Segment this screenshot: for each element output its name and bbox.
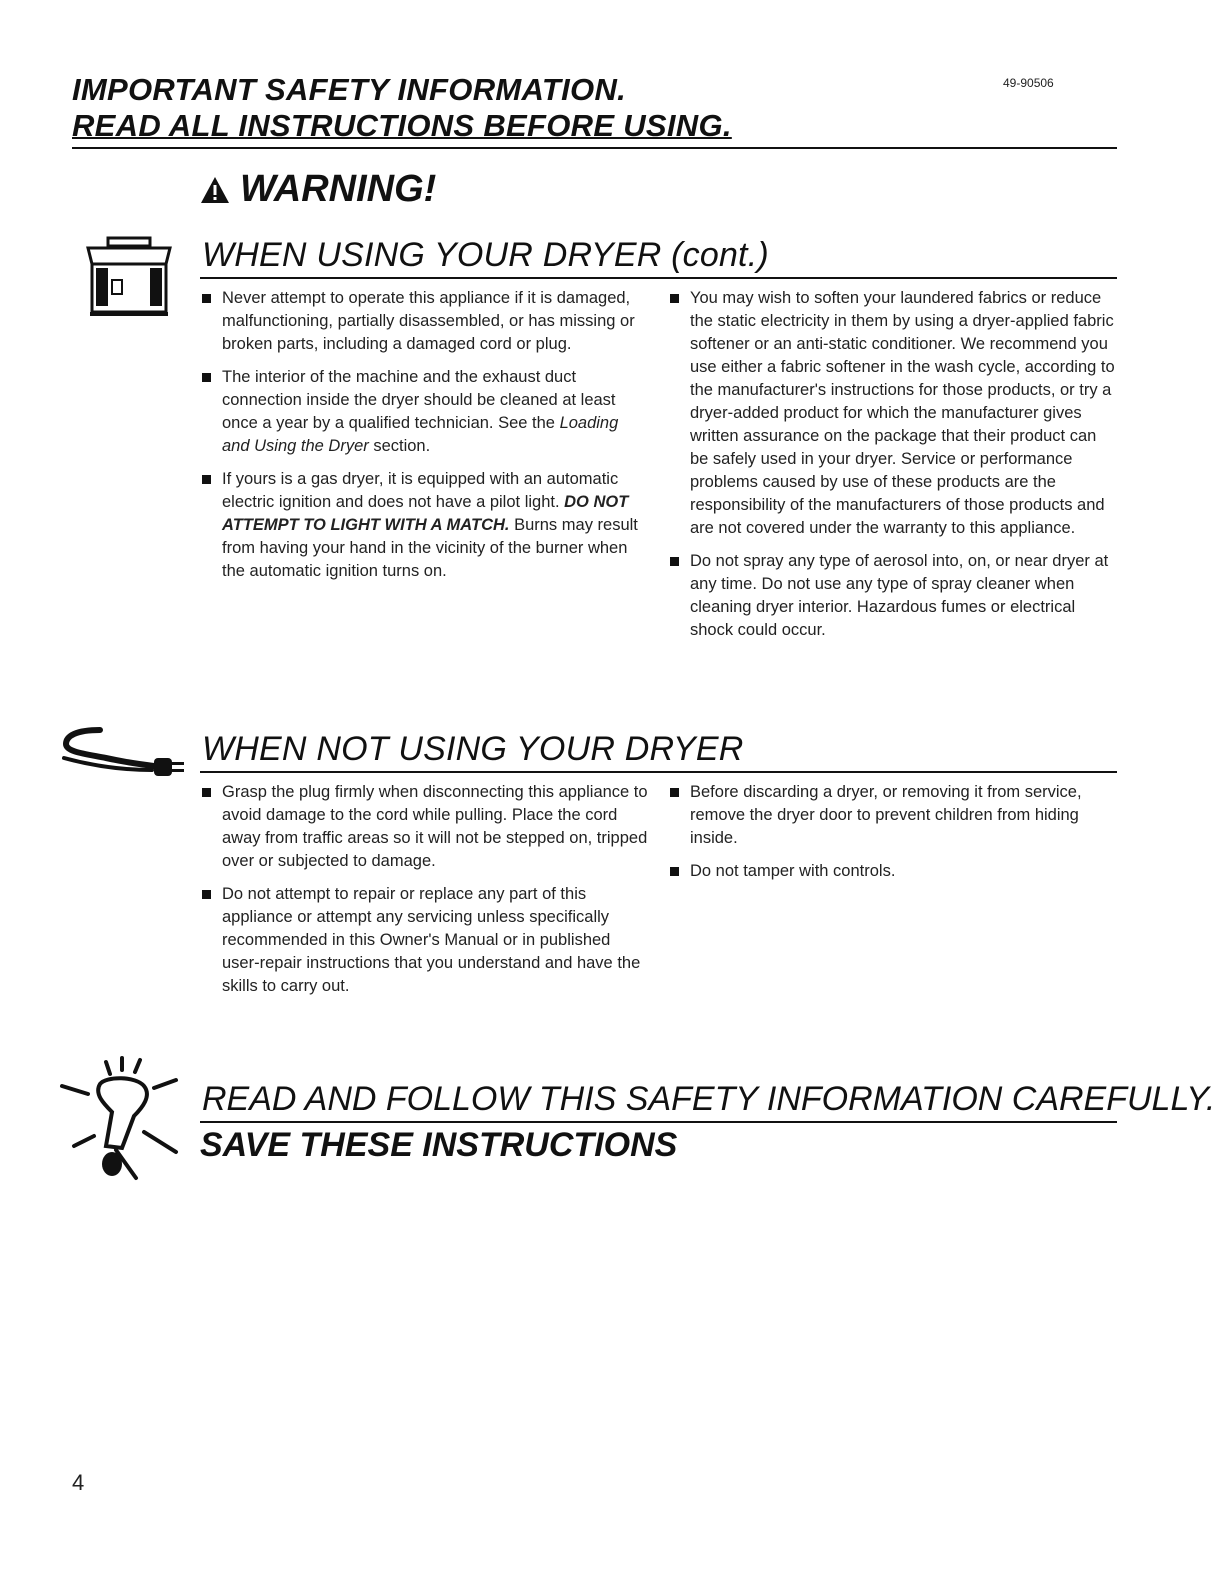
section-using-right-column (668, 287, 1118, 652)
section-reference: Loading and Using the Dryer (222, 414, 619, 455)
footer-divider (200, 1121, 1117, 1123)
bullet-icon (202, 475, 211, 484)
warning-emphasis: DO NOT ATTEMPT TO LIGHT WITH A MATCH. (222, 493, 629, 534)
header-title-line1: IMPORTANT SAFETY INFORMATION. (72, 72, 627, 107)
list-item: If yours is a gas dryer, it is equipped with an automatic electric ignition and does not have a pilot light. DO NOT ATTEMPT TO LIGHT WITH A MATCH. Burns may result from having your hand in the vicinity of the burner when the automatic ignition turns on. (200, 468, 645, 583)
bullet-icon (202, 890, 211, 899)
bullet-icon (670, 867, 679, 876)
section-heading-not-using: WHEN NOT USING YOUR DRYER (202, 730, 744, 768)
list-item: The interior of the machine and the exhaust duct connection inside the dryer should be cleaned at least once a year by a qualified technician. See the Loading and Using the Dryer section. (200, 366, 645, 458)
list-item: You may wish to soften your laundered fabrics or reduce the static electricity in them by using a dryer-applied fabric softener or an anti-static conditioner. We recommend you use either a fabric softener in the wash cycle, according to the manufacturer's instructions for those products, or try a dryer-added product for which the manufacturer gives written assurance on the package that their product can be safely used in your dryer. Service or performance problems caused by use of these products are the responsibility of the manufacturers of those products and are not covered under the warranty to this appliance. (668, 287, 1118, 540)
list-item: Before discarding a dryer, or removing it from service, remove the dryer door to prevent children from hiding inside. (668, 781, 1120, 850)
warning-heading (200, 168, 436, 211)
section-not-using-right-column (668, 781, 1120, 893)
bullet-icon (670, 294, 679, 303)
list-item: Do not attempt to repair or replace any part of this appliance or attempt any servicing unless specifically recommended in this Owner's Manual or in published user-repair instructions that you understand and have the skills to carry out. (200, 883, 650, 998)
section-heading-using: WHEN USING YOUR DRYER (cont.) (202, 236, 769, 274)
page-number: 4 (72, 1470, 85, 1495)
bullet-icon (202, 788, 211, 797)
warning-triangle-icon (200, 176, 230, 204)
warning-title: WARNING! (240, 168, 437, 210)
footer-subheading: SAVE THESE INSTRUCTIONS (200, 1126, 678, 1164)
list-item: Do not spray any type of aerosol into, on, or near dryer at any time. Do not use any type of spray cleaner when cleaning dryer interior. Hazardous fumes or electrical shock could occur. (668, 550, 1118, 642)
dryer-icon (84, 236, 174, 318)
header-title-line2: READ ALL INSTRUCTIONS BEFORE USING. (72, 108, 732, 143)
list-item: Do not tamper with controls. (668, 860, 1120, 883)
section-using-divider (200, 277, 1117, 279)
bullet-icon (202, 294, 211, 303)
footer-heading: READ AND FOLLOW THIS SAFETY INFORMATION CAREFULLY. (202, 1080, 1216, 1118)
section-not-using-left-column (200, 781, 650, 1008)
header-divider (72, 147, 1117, 149)
bullet-icon (202, 373, 211, 382)
document-number: 49-90506 (1003, 76, 1054, 90)
power-plug-icon (56, 724, 196, 784)
section-using-left-column (200, 287, 645, 593)
bullet-icon (670, 788, 679, 797)
light-bulb-icon (36, 1052, 206, 1182)
section-not-using-divider (200, 771, 1117, 773)
list-item: Never attempt to operate this appliance if it is damaged, malfunctioning, partially disassembled, or has missing or broken parts, including a damaged cord or plug. (200, 287, 645, 356)
list-item: Grasp the plug firmly when disconnecting this appliance to avoid damage to the cord while pulling. Place the cord away from traffic areas so it will not be stepped on, tripped over or subjected to damage. (200, 781, 650, 873)
bullet-icon (670, 557, 679, 566)
